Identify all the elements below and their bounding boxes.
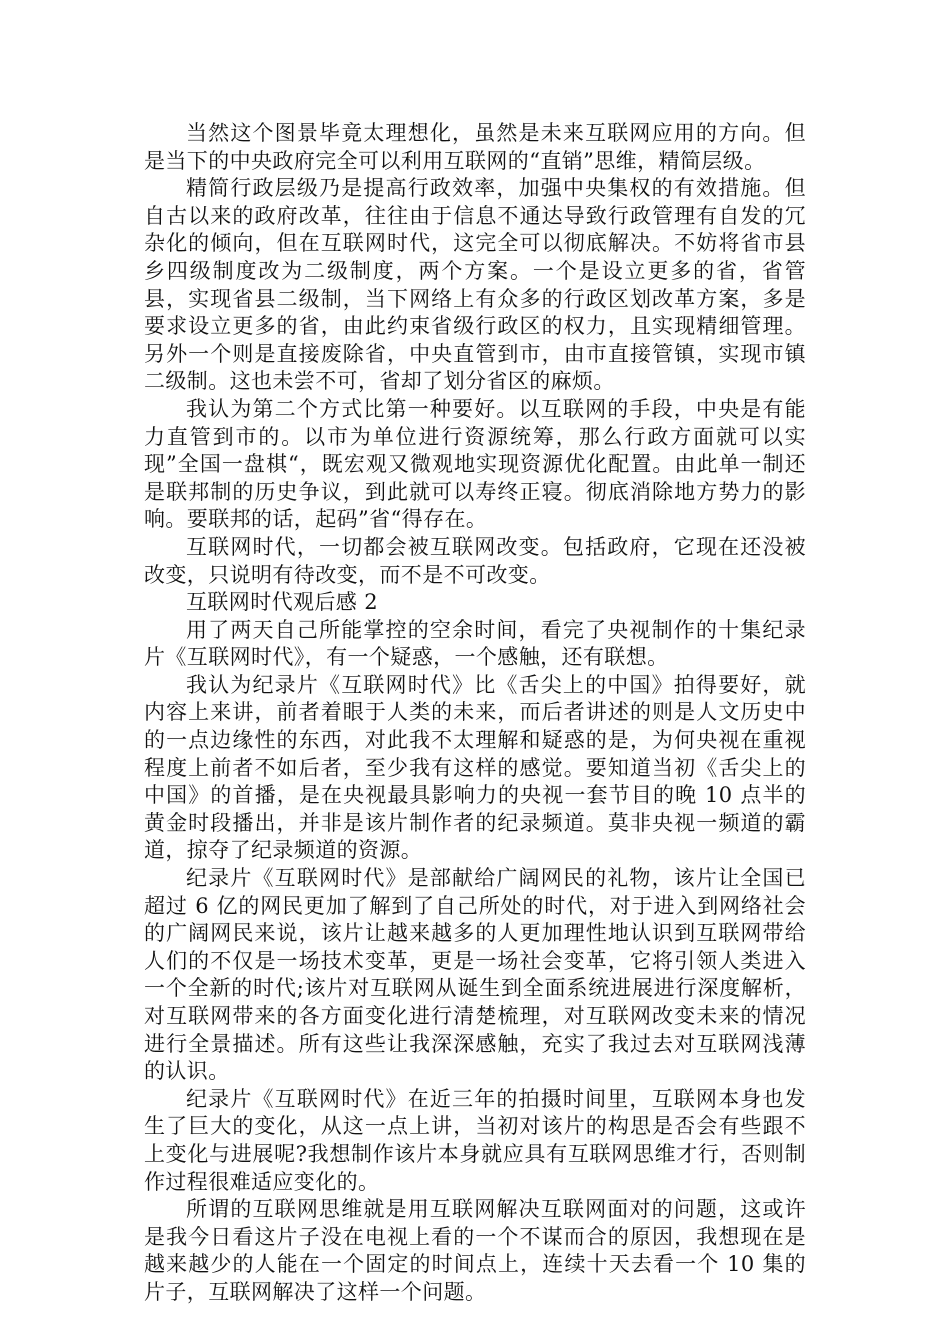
- section-heading: 互联网时代观后感 2: [186, 590, 379, 615]
- paragraph-7: 我认为纪录片《互联网时代》比《舌尖上的中国》拍得要好，就内容上来讲，前者着眼于人类的未来，而后者讲述的则是人文历史中的一点边缘性的东西，对此我不太理解和疑惑的是，为何央视在重视程度上前者不如后者，至少我有这样的感觉。要知道当初《舌尖上的中国》的首播，是在央视最具影响力的央视一套节目的晚 10 点半的黄金时段播出，并非是该片制作者的纪录频道。莫非央视一频道的霸道，掠夺了纪录频道的资源。: [144, 672, 806, 863]
- paragraph-9: 纪录片《互联网时代》在近三年的拍摄时间里，互联网本身也发生了巨大的变化，从这一点上讲，当初对该片的构思是否会有些跟不上变化与进展呢?我想制作该片本身就应具有互联网思维才行，否则制作过程很难适应变化的。: [144, 1086, 806, 1194]
- paragraph-6: 用了两天自己所能掌控的空余时间，看完了央视制作的十集纪录片《互联网时代》，有一个疑惑，一个感触，还有联想。: [144, 617, 806, 670]
- paragraph-2: 精简行政层级乃是提高行政效率，加强中央集权的有效措施。但自古以来的政府改革，往往由于信息不通达导致行政管理有自发的冗杂化的倾向，但在互联网时代，这完全可以彻底解决。不妨将省市县乡四级制度改为二级制度，两个方案。一个是设立更多的省，省管县，实现省县二级制，当下网络上有众多的行政区划改革方案，多是要求设立更多的省，由此约束省级行政区的权力，且实现精细管理。另外一个则是直接废除省，中央直管到市，由市直接管镇，实现市镇二级制。这也未尝不可，省却了划分省区的麻烦。: [144, 176, 806, 394]
- document-body: [144, 120, 806, 1307]
- paragraph-4: 互联网时代，一切都会被互联网改变。包括政府，它现在还没被改变，只说明有待改变，而不是不可改变。: [144, 534, 806, 587]
- paragraph-8: 纪录片《互联网时代》是部献给广阔网民的礼物，该片让全国已超过 6 亿的网民更加了解到了自己所处的时代，对于进入到网络社会的广阔网民来说，该片让越来越多的人更加理性地认识到互联网带给人们的不仅是一场技术变革，更是一场社会变革，它将引领人类进入一个全新的时代;该片对互联网从诞生到全面系统进展进行深度解析，对互联网带来的各方面变化进行清楚梳理，对互联网改变未来的情况进行全景描述。所有这些让我深深感触，充实了我过去对互联网浅薄的认识。: [144, 866, 806, 1084]
- paragraph-10: 所谓的互联网思维就是用互联网解决互联网面对的问题，这或许是我今日看这片子没在电视上看的一个不谋而合的原因，我想现在是越来越少的人能在一个固定的时间点上，连续十天去看一个 10 集的片子，互联网解决了这样一个问题。: [144, 1197, 806, 1304]
- paragraph-3: 我认为第二个方式比第一种要好。以互联网的手段，中央是有能力直管到市的。以市为单位进行资源统筹，那么行政方面就可以实现”全国一盘棋“，既宏观又微观地实现资源优化配置。由此单一制还是联邦制的历史争议，到此就可以寿终正寝。彻底消除地方势力的影响。要联邦的话，起码”省“得存在。: [144, 396, 806, 532]
- paragraph-1: 当然这个图景毕竟太理想化，虽然是未来互联网应用的方向。但是当下的中央政府完全可以利用互联网的“直销”思维，精简层级。: [144, 121, 806, 173]
